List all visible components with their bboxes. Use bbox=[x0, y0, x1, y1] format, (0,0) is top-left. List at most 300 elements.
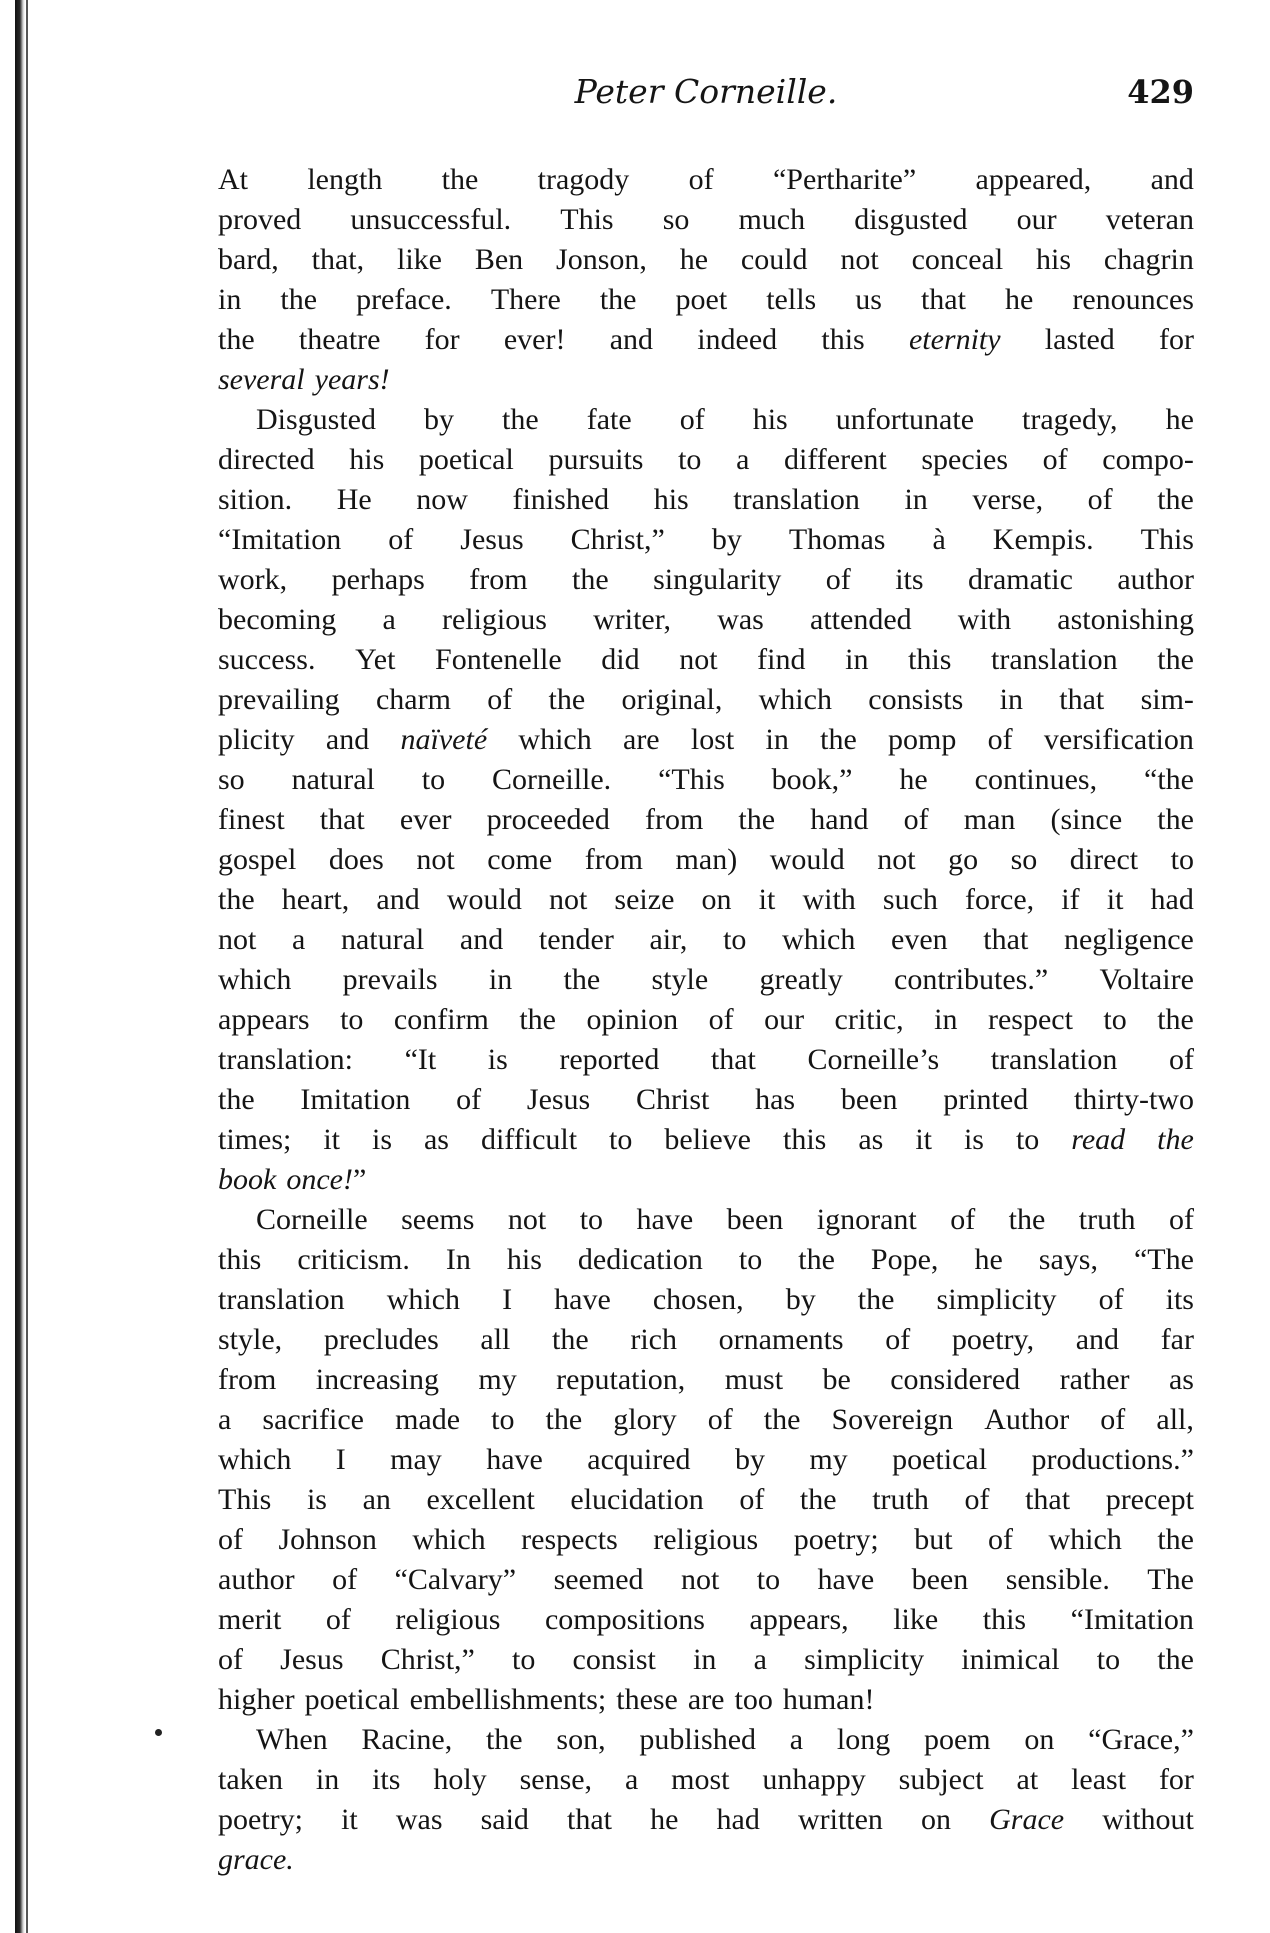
word: conceal bbox=[911, 243, 1004, 276]
word: religious bbox=[395, 1603, 501, 1636]
word: are bbox=[623, 723, 660, 756]
word: written bbox=[797, 1803, 883, 1836]
text-line bbox=[218, 240, 1194, 280]
word: says, bbox=[1038, 1243, 1098, 1276]
word: and bbox=[325, 723, 370, 756]
word: veteran bbox=[1105, 203, 1194, 236]
word: if bbox=[1061, 883, 1080, 916]
text-line bbox=[218, 1600, 1194, 1640]
word: poet bbox=[675, 283, 728, 316]
word: consist bbox=[572, 1643, 656, 1676]
word: poetry, bbox=[951, 1323, 1035, 1356]
text-line bbox=[218, 1760, 1194, 1800]
word: length bbox=[307, 163, 383, 196]
word: acquired bbox=[587, 1443, 691, 1476]
word: “the bbox=[1144, 763, 1194, 796]
word: of bbox=[885, 1323, 911, 1356]
word: most bbox=[671, 1763, 730, 1796]
word: to bbox=[609, 1123, 633, 1156]
word: lasted bbox=[1044, 323, 1115, 356]
word: in bbox=[845, 643, 869, 676]
word: Voltaire bbox=[1099, 963, 1194, 996]
word: by bbox=[785, 1283, 816, 1316]
word: much bbox=[738, 203, 806, 236]
word: fate bbox=[586, 403, 632, 436]
word: my bbox=[809, 1443, 848, 1476]
word: once!” bbox=[286, 1163, 367, 1196]
word: not bbox=[679, 643, 718, 676]
word: Jesus bbox=[280, 1643, 344, 1676]
word: of bbox=[688, 163, 714, 196]
word: far bbox=[1160, 1323, 1194, 1356]
word: its bbox=[372, 1763, 401, 1796]
word: which bbox=[412, 1523, 486, 1556]
word: There bbox=[490, 283, 561, 316]
word: he bbox=[650, 1803, 679, 1836]
word: not bbox=[840, 243, 879, 276]
word: to bbox=[340, 1003, 364, 1036]
text-line bbox=[218, 1640, 1194, 1680]
word: which bbox=[758, 683, 832, 716]
word: for bbox=[1158, 1763, 1194, 1796]
word: confirm bbox=[393, 1003, 489, 1036]
word: gospel bbox=[218, 843, 297, 876]
word: to bbox=[723, 923, 747, 956]
word: in bbox=[488, 963, 513, 996]
word: has bbox=[755, 1083, 796, 1116]
word: a bbox=[382, 603, 396, 636]
word: of bbox=[964, 1483, 990, 1516]
word: of bbox=[679, 403, 705, 436]
word: perhaps bbox=[331, 563, 425, 596]
word: trag⁠ody bbox=[537, 163, 630, 196]
word: compositions bbox=[544, 1603, 705, 1636]
word: without bbox=[1102, 1803, 1194, 1836]
word: by bbox=[734, 1443, 765, 1476]
word: of bbox=[332, 1563, 358, 1596]
body-text bbox=[218, 160, 1194, 1880]
word: critic, bbox=[834, 1003, 904, 1036]
word: sim- bbox=[1140, 683, 1194, 716]
word: would bbox=[446, 883, 522, 916]
word: work, bbox=[218, 563, 288, 596]
word: the bbox=[502, 403, 539, 436]
word: productions.” bbox=[1031, 1443, 1194, 1476]
text-line bbox=[218, 1040, 1194, 1080]
word: that bbox=[567, 1803, 613, 1836]
word: been bbox=[840, 1083, 898, 1116]
word: of bbox=[388, 523, 414, 556]
word: been bbox=[911, 1563, 969, 1596]
word: had bbox=[716, 1803, 760, 1836]
text-line bbox=[218, 840, 1194, 880]
text-line bbox=[218, 560, 1194, 600]
word: sense, bbox=[519, 1763, 593, 1796]
word: may bbox=[390, 1443, 442, 1476]
word: tragedy, bbox=[1022, 403, 1118, 436]
word: different bbox=[784, 443, 887, 476]
word: glory bbox=[613, 1403, 677, 1436]
word: the bbox=[1157, 1003, 1194, 1036]
word: not bbox=[218, 923, 257, 956]
word: have bbox=[554, 1283, 611, 1316]
word: be bbox=[822, 1363, 851, 1396]
word: of bbox=[456, 1083, 482, 1116]
word: his bbox=[506, 1243, 542, 1276]
word: could bbox=[740, 243, 808, 276]
word: finished bbox=[512, 483, 610, 516]
word: of bbox=[950, 1203, 976, 1236]
word: in bbox=[934, 1003, 958, 1036]
word: Racine, bbox=[361, 1723, 453, 1756]
word: of bbox=[487, 683, 513, 716]
text-line bbox=[218, 640, 1194, 680]
word: attended bbox=[810, 603, 912, 636]
word: Jonson, bbox=[556, 243, 647, 276]
word: go bbox=[948, 843, 979, 876]
word: difficult bbox=[480, 1123, 578, 1156]
word: translation bbox=[991, 643, 1118, 676]
word: natural bbox=[340, 923, 425, 956]
word: of bbox=[707, 1403, 733, 1436]
word: of bbox=[325, 1603, 351, 1636]
word: renounces bbox=[1072, 283, 1194, 316]
word: appeared, bbox=[975, 163, 1092, 196]
word: simplicity bbox=[936, 1283, 1057, 1316]
word: of bbox=[1098, 1283, 1124, 1316]
text-line bbox=[218, 1520, 1194, 1560]
word: The bbox=[1147, 1563, 1194, 1596]
word: dramatic bbox=[967, 563, 1073, 596]
text-line bbox=[218, 1720, 1194, 1760]
word: it bbox=[341, 1803, 358, 1836]
word: on bbox=[701, 883, 732, 916]
word: compo- bbox=[1102, 443, 1194, 476]
word: directed bbox=[218, 443, 315, 476]
word: from bbox=[218, 1363, 277, 1396]
page-edge bbox=[26, 0, 28, 1933]
word: like bbox=[397, 243, 442, 276]
word: to bbox=[512, 1643, 536, 1676]
text-line bbox=[218, 1200, 1194, 1240]
word: embellishments; bbox=[409, 1683, 607, 1716]
word: “Calvary” bbox=[394, 1563, 517, 1596]
word: tells bbox=[766, 283, 817, 316]
word: “Grace,” bbox=[1088, 1723, 1194, 1756]
word: as bbox=[1168, 1363, 1194, 1396]
word: on bbox=[921, 1803, 952, 1836]
word: the bbox=[1157, 1643, 1194, 1676]
word: the bbox=[857, 1283, 895, 1316]
word: had bbox=[1150, 883, 1194, 916]
word: ornaments bbox=[718, 1323, 844, 1356]
word: and bbox=[1150, 163, 1194, 196]
italic-word: grace. bbox=[218, 1843, 294, 1876]
word: of bbox=[1100, 1403, 1126, 1436]
word: Jesus bbox=[526, 1083, 591, 1116]
word: seize bbox=[614, 883, 675, 916]
word: holy bbox=[433, 1763, 487, 1796]
word: appears bbox=[218, 1003, 310, 1036]
text-line bbox=[218, 160, 1194, 200]
word: Jesus bbox=[460, 523, 524, 556]
word: of bbox=[988, 1523, 1014, 1556]
word: the bbox=[218, 323, 255, 356]
word: with bbox=[802, 883, 856, 916]
word: a bbox=[291, 923, 306, 956]
word: these bbox=[616, 1683, 678, 1716]
word: my bbox=[478, 1363, 517, 1396]
word: unhappy bbox=[762, 1763, 866, 1796]
word: this bbox=[218, 1243, 262, 1276]
word: rich bbox=[630, 1323, 677, 1356]
word: printed bbox=[943, 1083, 1029, 1116]
word: excellent bbox=[426, 1483, 535, 1516]
word: and bbox=[376, 883, 420, 916]
text-line bbox=[218, 720, 1194, 760]
word: à bbox=[932, 523, 946, 556]
word: chagrin bbox=[1103, 243, 1194, 276]
word: the bbox=[599, 283, 637, 316]
word: by bbox=[424, 403, 455, 436]
word: Christ bbox=[635, 1083, 710, 1116]
page-number: 429 bbox=[1127, 73, 1194, 111]
text-line bbox=[218, 600, 1194, 640]
word: to bbox=[421, 763, 446, 796]
word: to bbox=[491, 1403, 515, 1436]
word: the bbox=[548, 683, 586, 716]
word: his bbox=[349, 443, 385, 476]
word: which bbox=[1048, 1523, 1122, 1556]
word: bard, bbox=[218, 243, 279, 276]
word: This bbox=[1140, 523, 1194, 556]
word: he bbox=[974, 1243, 1003, 1276]
word: a bbox=[218, 1403, 232, 1436]
word: translation: bbox=[218, 1043, 353, 1076]
word: us bbox=[855, 283, 882, 316]
word: “It bbox=[404, 1043, 437, 1076]
word: Sovereign bbox=[831, 1403, 954, 1436]
word: his bbox=[1036, 243, 1072, 276]
word: simplicity bbox=[804, 1643, 925, 1676]
word: author bbox=[1117, 563, 1194, 596]
word: did bbox=[601, 643, 640, 676]
word: poetry; bbox=[793, 1523, 879, 1556]
word: that bbox=[710, 1043, 756, 1076]
word: (since bbox=[1050, 803, 1123, 836]
word: Imitation bbox=[300, 1083, 411, 1116]
word: human! bbox=[782, 1683, 875, 1716]
word: air, bbox=[649, 923, 688, 956]
word: not bbox=[507, 1203, 547, 1236]
word: said bbox=[480, 1803, 529, 1836]
word: long bbox=[836, 1723, 891, 1756]
word: in bbox=[904, 483, 928, 516]
word: an bbox=[362, 1483, 391, 1516]
word: so bbox=[662, 203, 690, 236]
word: that, bbox=[311, 243, 365, 276]
word: son, bbox=[556, 1723, 606, 1756]
word: our bbox=[1016, 203, 1057, 236]
word: that bbox=[319, 803, 365, 836]
word: the bbox=[1157, 643, 1194, 676]
text-line bbox=[218, 760, 1194, 800]
word: times; bbox=[218, 1123, 292, 1156]
word: have bbox=[486, 1443, 543, 1476]
word: like bbox=[893, 1603, 939, 1636]
italic-word: Grace bbox=[989, 1803, 1065, 1836]
word: Thomas bbox=[788, 523, 886, 556]
word: versification bbox=[1043, 723, 1194, 756]
word: Corneille bbox=[256, 1203, 368, 1236]
word: of bbox=[1168, 1203, 1194, 1236]
word: man bbox=[963, 803, 1016, 836]
word: to bbox=[579, 1203, 604, 1236]
text-line bbox=[218, 1680, 1194, 1720]
word: that bbox=[1025, 1483, 1071, 1516]
word: come bbox=[487, 843, 553, 876]
italic-word: years! bbox=[314, 363, 390, 396]
word: proceeded bbox=[486, 803, 610, 836]
word: even bbox=[891, 923, 948, 956]
word: precept bbox=[1105, 1483, 1194, 1516]
word: chosen, bbox=[652, 1283, 744, 1316]
word: to bbox=[678, 443, 702, 476]
word: so bbox=[1010, 843, 1038, 876]
word: Yet bbox=[355, 643, 396, 676]
word: of bbox=[218, 1643, 243, 1676]
word: its bbox=[895, 563, 924, 596]
text-line bbox=[218, 1440, 1194, 1480]
word: tender bbox=[538, 923, 614, 956]
word: the bbox=[799, 1483, 837, 1516]
page-header bbox=[218, 70, 1194, 120]
word: truth bbox=[1078, 1203, 1136, 1236]
word: continues, bbox=[974, 763, 1098, 796]
word: published bbox=[639, 1723, 757, 1756]
word: all bbox=[480, 1323, 511, 1356]
book-spine-shadow bbox=[15, 0, 25, 1933]
word: of bbox=[708, 1003, 734, 1036]
word: the bbox=[1157, 803, 1194, 836]
word: style, bbox=[218, 1323, 283, 1356]
word: indeed bbox=[697, 323, 778, 356]
word: now bbox=[416, 483, 468, 516]
word: direct bbox=[1069, 843, 1139, 876]
word: Pope, bbox=[870, 1243, 939, 1276]
word: of bbox=[987, 723, 1013, 756]
word: subject bbox=[898, 1763, 984, 1796]
word: with bbox=[957, 603, 1012, 636]
word: truth bbox=[872, 1483, 929, 1516]
word: the bbox=[485, 1723, 523, 1756]
word: which bbox=[782, 923, 856, 956]
word: Kempis. bbox=[992, 523, 1094, 556]
word: inimical bbox=[961, 1643, 1060, 1676]
word: too bbox=[734, 1683, 773, 1716]
word: this bbox=[982, 1603, 1027, 1636]
word: success. bbox=[218, 643, 316, 676]
word: Corneille. bbox=[492, 763, 612, 796]
word: natural bbox=[291, 763, 375, 796]
word: least bbox=[1071, 1763, 1127, 1796]
word: “This bbox=[658, 763, 725, 796]
word: of bbox=[1087, 483, 1113, 516]
text-line bbox=[218, 800, 1194, 840]
word: “The bbox=[1133, 1243, 1194, 1276]
word: it bbox=[1106, 883, 1124, 916]
word: dedication bbox=[577, 1243, 703, 1276]
word: of bbox=[1042, 443, 1068, 476]
word: becoming bbox=[218, 603, 337, 636]
text-line bbox=[218, 1560, 1194, 1600]
word: a bbox=[789, 1723, 804, 1756]
word: “Imitation bbox=[218, 523, 342, 556]
word: the bbox=[798, 1243, 835, 1276]
word: find bbox=[757, 643, 806, 676]
text-line bbox=[218, 1240, 1194, 1280]
text-line bbox=[218, 1280, 1194, 1320]
word: is bbox=[487, 1043, 508, 1076]
text-line bbox=[218, 1000, 1194, 1040]
word: a bbox=[624, 1763, 639, 1796]
word: are bbox=[687, 1683, 725, 1716]
word: sensible. bbox=[1005, 1563, 1110, 1596]
word: this bbox=[908, 643, 952, 676]
word: Disgusted bbox=[256, 403, 376, 436]
word: it bbox=[323, 1123, 340, 1156]
word: the bbox=[563, 963, 601, 996]
word: Fontenelle bbox=[435, 643, 562, 676]
word: contributes.” bbox=[894, 963, 1049, 996]
italic-word: naïveté bbox=[400, 723, 488, 756]
word: elucidation bbox=[570, 1483, 704, 1516]
word: believe bbox=[664, 1123, 751, 1156]
text-line bbox=[218, 280, 1194, 320]
italic-word: eternity bbox=[908, 323, 1001, 356]
word: which bbox=[386, 1283, 461, 1316]
word: book,” bbox=[771, 763, 853, 796]
word: been bbox=[726, 1203, 784, 1236]
word: verse, bbox=[972, 483, 1044, 516]
word: criticism. bbox=[297, 1243, 410, 1276]
word: the bbox=[1008, 1203, 1046, 1236]
word: He bbox=[336, 483, 372, 516]
word: the bbox=[1157, 483, 1194, 516]
word: the bbox=[738, 803, 776, 836]
word: the bbox=[820, 723, 857, 756]
word: for bbox=[424, 323, 460, 356]
word: not bbox=[680, 1563, 720, 1596]
word: its bbox=[1165, 1283, 1194, 1316]
word: the bbox=[572, 563, 609, 596]
word: original, bbox=[621, 683, 723, 716]
text-line bbox=[218, 320, 1194, 360]
word: translation bbox=[990, 1043, 1118, 1076]
word: poem bbox=[923, 1723, 991, 1756]
word: religious bbox=[653, 1523, 759, 1556]
word: poetical bbox=[304, 1683, 400, 1716]
word: all, bbox=[1156, 1403, 1194, 1436]
word: astonishing bbox=[1057, 603, 1194, 636]
word: species bbox=[921, 443, 1009, 476]
word: Johnson bbox=[278, 1523, 377, 1556]
word: on bbox=[1024, 1723, 1055, 1756]
text-line bbox=[218, 1080, 1194, 1120]
word: plicity bbox=[218, 723, 295, 756]
word: Corneille’s bbox=[807, 1043, 940, 1076]
word: from bbox=[584, 843, 644, 876]
